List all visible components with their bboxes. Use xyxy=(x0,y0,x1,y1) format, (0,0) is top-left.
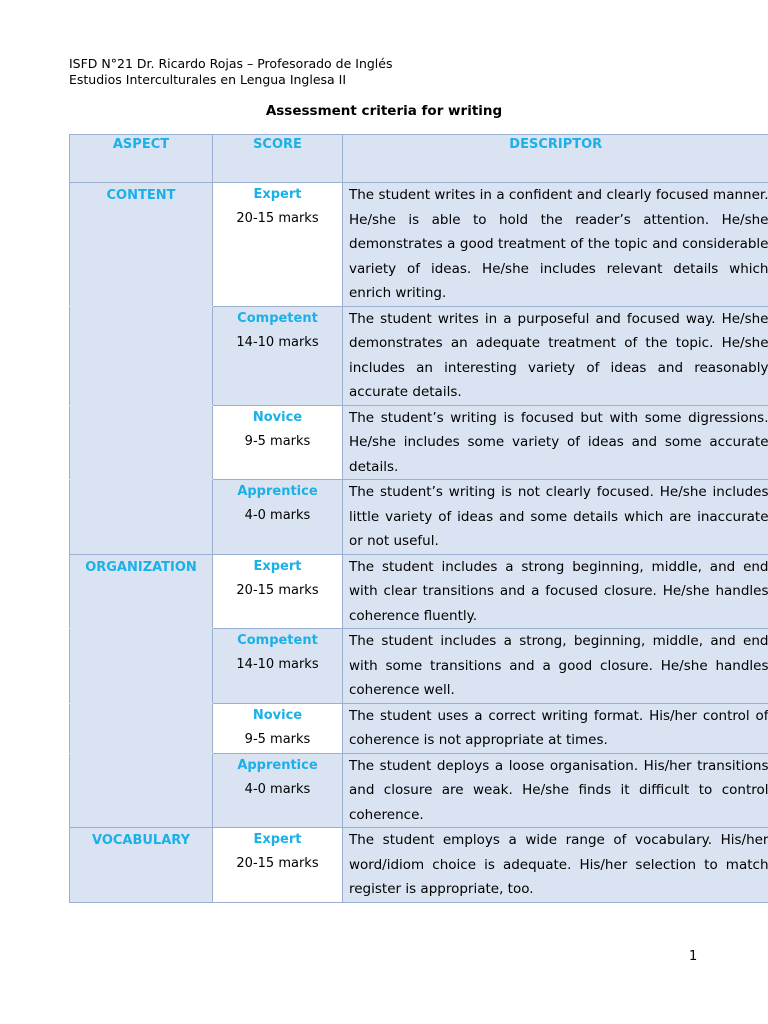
aspect-cell xyxy=(70,703,213,753)
score-marks: 9-5 marks xyxy=(244,433,311,449)
score-marks: 4-0 marks xyxy=(244,781,311,797)
score-marks: 20-15 marks xyxy=(236,856,319,871)
assessment-rubric-table xyxy=(69,134,768,903)
aspect-cell xyxy=(70,183,213,307)
descriptor-cell: The student’s writing is not clearly focused. He/she includes little variety of ideas and some details which are inaccurate or not useful. xyxy=(343,480,768,555)
table-row xyxy=(70,554,768,629)
table-row xyxy=(70,183,768,307)
descriptor-cell: The student includes a strong, beginning, middle, and end with some transitions and a good closure. He/she handles coherence well. xyxy=(343,629,768,704)
score-level: Expert xyxy=(253,558,302,574)
score-cell xyxy=(213,480,343,555)
column-header-aspect: ASPECT xyxy=(70,135,213,183)
descriptor-cell: The student writes in a confident and clearly focused manner. He/she is able to hold the reader’s attention. He/she demonstrates a good treatment of the topic and considerable variety of ideas. He/she includes relevant details which enrich writing. xyxy=(343,183,768,307)
table-row xyxy=(70,828,768,903)
score-cell xyxy=(213,703,343,753)
table-row xyxy=(70,753,768,828)
aspect-cell xyxy=(70,828,213,903)
table-row xyxy=(70,703,768,753)
descriptor-cell: The student writes in a purposeful and focused way. He/she demonstrates an adequate treatment of the topic. He/she includes an interesting variety of ideas and reasonably accurate details. xyxy=(343,306,768,405)
score-level: Expert xyxy=(253,187,302,202)
aspect-cell xyxy=(70,629,213,704)
aspect-cell xyxy=(70,480,213,555)
score-level: Apprentice xyxy=(237,757,318,773)
aspect-label-vocabulary: VOCABULARY xyxy=(91,833,190,848)
score-cell xyxy=(213,554,343,629)
page-number: 1 xyxy=(689,949,698,964)
table-row xyxy=(70,480,768,555)
score-marks: 14-10 marks xyxy=(236,657,319,672)
score-level: Apprentice xyxy=(237,484,318,499)
column-header-descriptor: DESCRIPTOR xyxy=(343,135,768,183)
descriptor-cell: The student employs a wide range of vocabulary. His/her word/idiom choice is adequate. His/her selection to match register is appropriate, too. xyxy=(343,828,768,903)
table-row xyxy=(70,405,768,480)
score-level: Novice xyxy=(252,707,303,723)
score-level: Novice xyxy=(252,409,303,425)
document-title: Assessment criteria for writing xyxy=(265,103,503,119)
aspect-cell xyxy=(70,405,213,480)
score-marks: 14-10 marks xyxy=(236,334,319,350)
descriptor-cell: The student deploys a loose organisation. His/her transitions and closure are weak. He/she finds it difficult to control coherence. xyxy=(343,753,768,828)
score-level: Competent xyxy=(237,310,318,326)
score-marks: 20-15 marks xyxy=(236,211,319,226)
aspect-label-content: CONTENT xyxy=(106,188,176,203)
descriptor-cell: The student’s writing is focused but with some digressions. He/she includes some variety of ideas and some accurate details. xyxy=(343,405,768,480)
score-marks: 9-5 marks xyxy=(244,731,311,747)
score-marks: 4-0 marks xyxy=(244,508,311,523)
column-header-score: SCORE xyxy=(213,135,343,183)
score-cell xyxy=(213,828,343,903)
score-cell xyxy=(213,183,343,307)
table-row xyxy=(70,306,768,405)
table-header-row xyxy=(70,135,768,183)
table-row xyxy=(70,629,768,704)
score-level: Expert xyxy=(253,832,302,847)
header-course-line: Estudios Interculturales en Lengua Inglesa II xyxy=(69,72,347,87)
score-cell xyxy=(213,405,343,480)
aspect-cell xyxy=(70,554,213,629)
aspect-cell xyxy=(70,306,213,405)
aspect-cell xyxy=(70,753,213,828)
score-cell xyxy=(213,306,343,405)
descriptor-cell: The student uses a correct writing format. His/her control of coherence is not appropriate at times. xyxy=(343,703,768,753)
aspect-label-organization: ORGANIZATION xyxy=(85,559,197,575)
header-institution-line: ISFD N°21 Dr. Ricardo Rojas – Profesorado de Inglés xyxy=(69,56,393,71)
score-cell xyxy=(213,629,343,704)
score-marks: 20-15 marks xyxy=(236,582,319,598)
score-level: Competent xyxy=(237,633,318,648)
descriptor-cell: The student includes a strong beginning, middle, and end with clear transitions and a focused closure. He/she handles coherence fluently. xyxy=(343,554,768,629)
score-cell xyxy=(213,753,343,828)
